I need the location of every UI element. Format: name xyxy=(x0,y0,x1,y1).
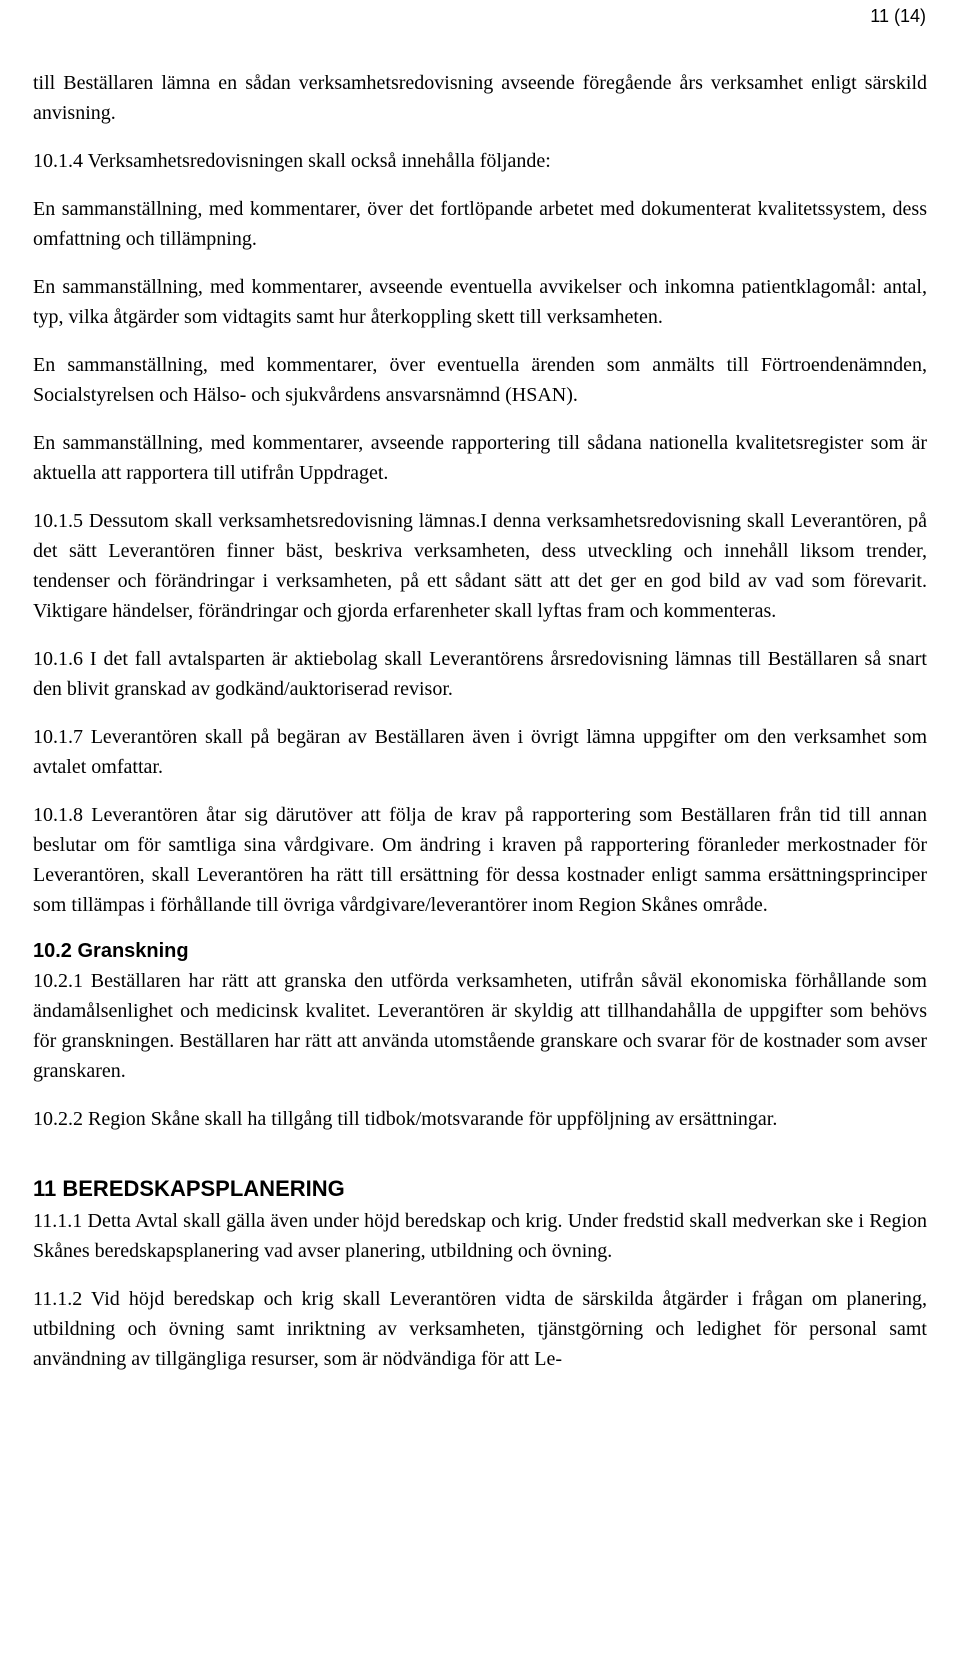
paragraph-cases: En sammanställning, med kommentarer, över eventuella ärenden som anmälts till Förtroendenämnden, Socialstyrelsen och Hälso- och sjukvårdens ansvarsnämnd (HSAN). xyxy=(33,354,927,406)
paragraph-10-1-6: 10.1.6 I det fall avtalsparten är aktiebolag skall Leverantörens årsredovisning lämnas till Beställaren så snart den blivit granskad av godkänd/auktoriserad revisor. xyxy=(33,648,927,700)
page-number: 11 (14) xyxy=(870,6,926,26)
paragraph-10-1-4: 10.1.4 Verksamhetsredovisningen skall också innehålla följande: xyxy=(33,150,551,172)
paragraph-quality-system: En sammanställning, med kommentarer, över det fortlöpande arbetet med dokumenterat kvalitetssystem, dess omfattning och tillämpning. xyxy=(33,198,927,250)
paragraph-10-1-7: 10.1.7 Leverantören skall på begäran av Beställaren även i övrigt lämna uppgifter om den verksamhet som avtalet omfattar. xyxy=(33,726,927,778)
paragraph-10-2-1: 10.2.1 Beställaren har rätt att granska den utförda verksamheten, utifrån såväl ekonomiska förhållande som ändamålsenlighet och medicinsk kvalitet. Leverantören är skyldig att tillhandahålla de uppgifter som behövs för granskningen. Beställaren har rätt att använda utomstående granskare och svarar för de kostnader som avser granskaren. xyxy=(33,970,927,1082)
paragraph-deviations: En sammanställning, med kommentarer, avseende eventuella avvikelser och inkomna patientklagomål: antal, typ, vilka åtgärder som vidtagits samt hur återkoppling skett till verksamheten. xyxy=(33,276,927,328)
paragraph-11-1-1: 11.1.1 Detta Avtal skall gälla även under höjd beredskap och krig. Under fredstid skall medverkan ske i Region Skånes beredskapsplanering vad avser planering, utbildning och övning. xyxy=(33,1210,927,1262)
paragraph-intro: till Beställaren lämna en sådan verksamhetsredovisning avseende föregående års verksamhet enligt särskild anvisning. xyxy=(33,72,927,124)
chapter-heading-11: 11 BEREDSKAPSPLANERING xyxy=(33,1176,345,1201)
document-body xyxy=(33,68,927,1392)
paragraph-10-2-2: 10.2.2 Region Skåne skall ha tillgång till tidbok/motsvarande för uppföljning av ersättningar. xyxy=(33,1108,778,1130)
section-heading-10-2: 10.2 Granskning xyxy=(33,940,189,962)
paragraph-11-1-2: 11.1.2 Vid höjd beredskap och krig skall Leverantören vidta de särskilda åtgärder i frågan om planering, utbildning och övning samt inriktning av verksamheten, tjänstgörning och ledighet för personal samt användning av tillgängliga resurser, som är nödvändiga för att Le- xyxy=(33,1288,927,1370)
paragraph-registers: En sammanställning, med kommentarer, avseende rapportering till sådana nationella kvalitetsregister som är aktuella att rapportera till utifrån Uppdraget. xyxy=(33,432,927,484)
paragraph-10-1-5: 10.1.5 Dessutom skall verksamhetsredovisning lämnas.I denna verksamhetsredovisning skall Leverantören, på det sätt Leverantören finner bäst, beskriva verksamheten, dess utveckling och innehåll liksom trender, tendenser och förändringar i verksamheten, på ett sådant sätt att det ger en god bild av vad som förevarit. Viktigare händelser, förändringar och gjorda erfarenheter skall lyftas fram och kommenteras. xyxy=(33,510,927,622)
paragraph-10-1-8: 10.1.8 Leverantören åtar sig därutöver att följa de krav på rapportering som Beställaren från tid till annan beslutar om för samtliga sina vårdgivare. Om ändring i kraven på rapportering föranleder merkostnader för Leverantören, skall Leverantören ha rätt till ersättning för dessa kostnader enligt samma ersättningsprinciper som tillämpas i förhållande till övriga vårdgivare/leverantörer inom Region Skånes område. xyxy=(33,804,927,916)
